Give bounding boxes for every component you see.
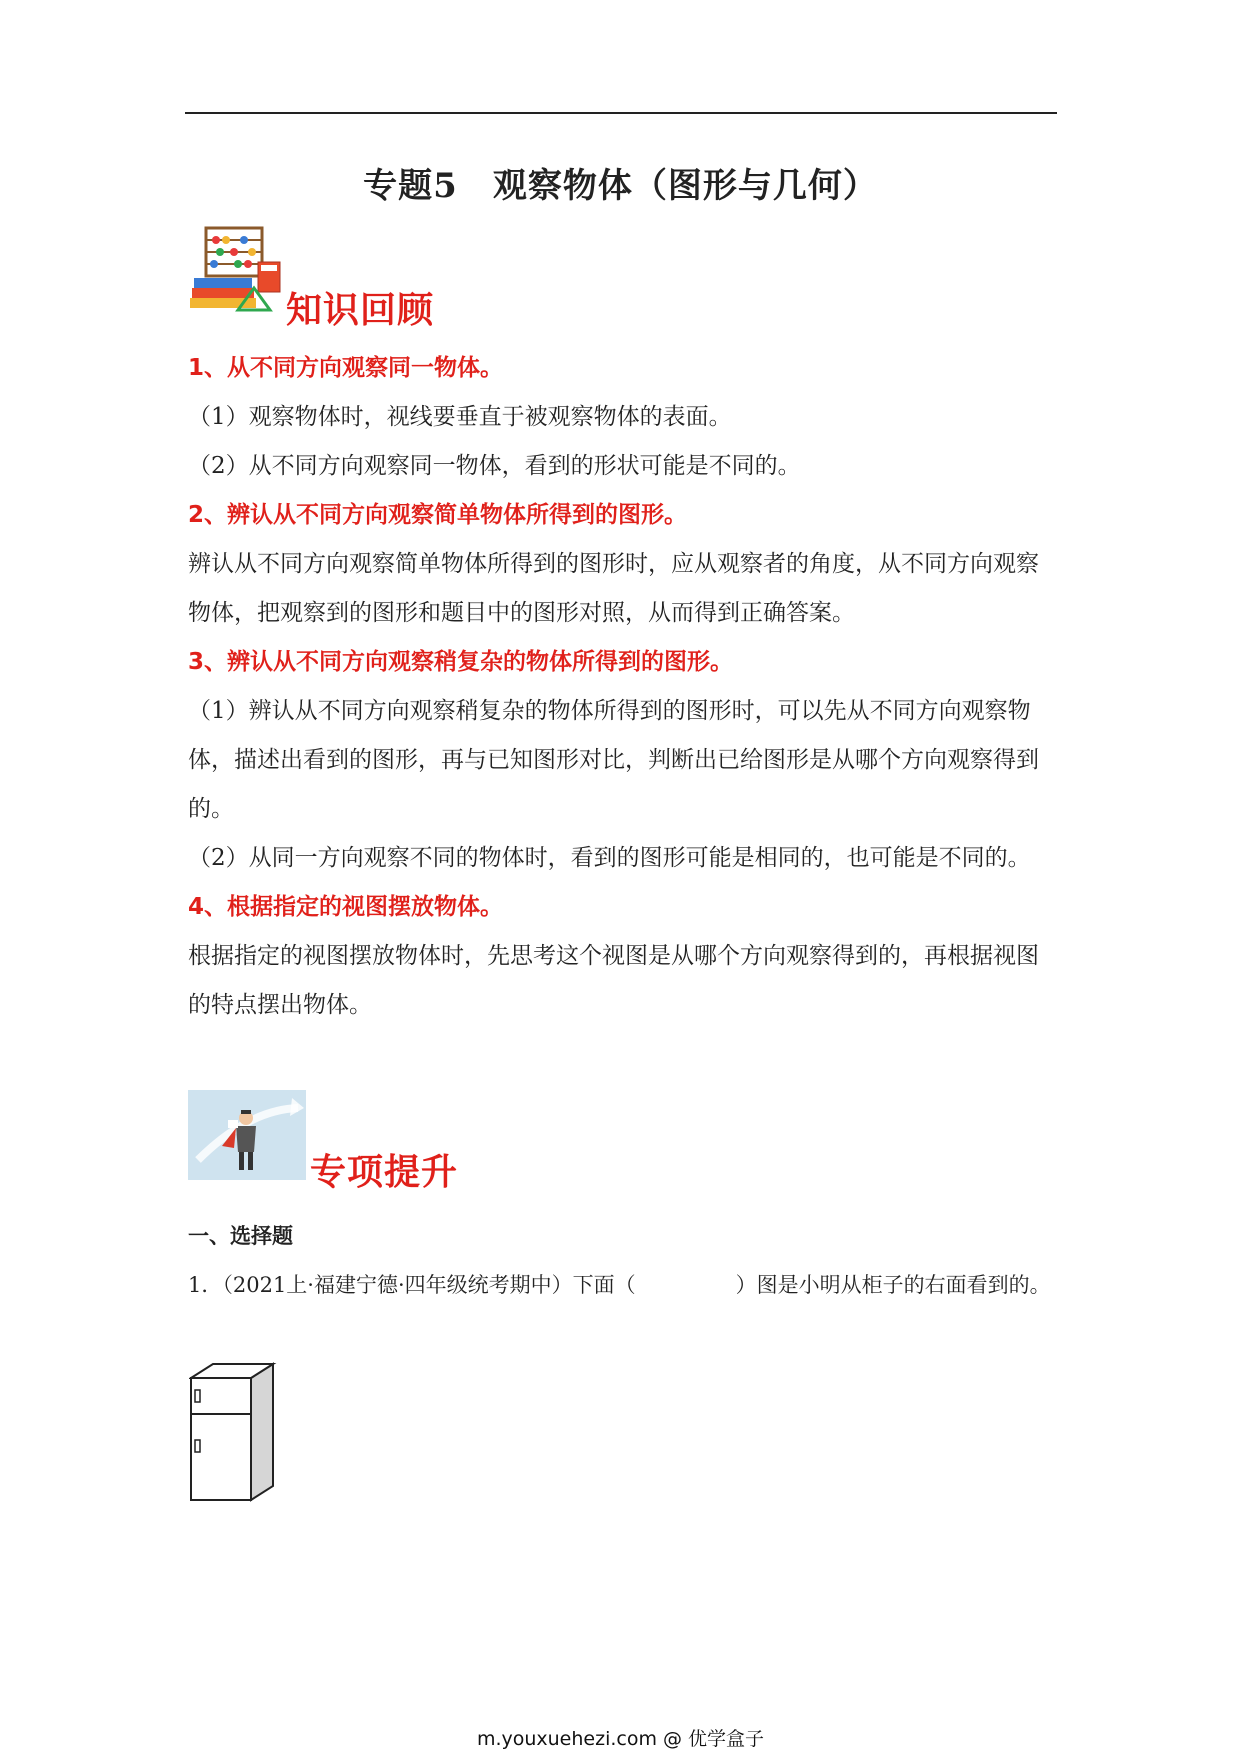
- section-header-practice: [188, 1090, 588, 1200]
- review-heading-1: 1、从不同方向观察同一物体。: [188, 355, 504, 381]
- review-heading-3: 3、辨认从不同方向观察稍复杂的物体所得到的图形。: [188, 649, 734, 675]
- top-rule: [185, 112, 1057, 114]
- review-para-1-2: （2）从不同方向观察同一物体，看到的形状可能是不同的。: [188, 453, 801, 479]
- question-1-suffix: ）图是小明从柜子的右面看到的。: [735, 1273, 1051, 1297]
- review-para-4-1: 根据指定的视图摆放物体时，先思考这个视图是从哪个方向观察得到的，再根据视图的特点摆出物体。: [188, 943, 1039, 1018]
- section-header-review: [188, 222, 588, 332]
- superhero-arrow-icon: [188, 1090, 306, 1180]
- review-content: [188, 344, 1058, 1030]
- review-para-3-1: （1）辨认从不同方向观察稍复杂的物体所得到的图形时，可以先从不同方向观察物体，描述出看到的图形，再与已知图形对比，判断出已给图形是从哪个方向观察得到的。: [188, 698, 1039, 822]
- practice-content: [188, 1212, 1058, 1310]
- review-heading-2: 2、辨认从不同方向观察简单物体所得到的图形。: [188, 502, 688, 528]
- review-para-2-1: 辨认从不同方向观察简单物体所得到的图形时，应从观察者的角度，从不同方向观察物体，把观察到的图形和题目中的图形对照，从而得到正确答案。: [188, 551, 1039, 626]
- question-1-prefix: 1．（2021上·福建宁德·四年级统考期中）下面（: [188, 1273, 636, 1297]
- cabinet-icon: [189, 1360, 279, 1510]
- page-title: 专题5 观察物体（图形与几何）: [363, 166, 878, 206]
- section-label-review: 知识回顾: [286, 289, 435, 331]
- review-para-3-2: （2）从同一方向观察不同的物体时，看到的图形可能是相同的，也可能是不同的。: [188, 845, 1031, 871]
- footer-watermark: m.youxuehezi.com @ 优学盒子: [476, 1728, 765, 1750]
- part-label-choice: 一、选择题: [188, 1224, 293, 1248]
- abacus-books-icon: [188, 222, 284, 314]
- section-label-practice: 专项提升: [310, 1151, 459, 1193]
- review-heading-4: 4、根据指定的视图摆放物体。: [188, 894, 504, 920]
- review-para-1-1: （1）观察物体时，视线要垂直于被观察物体的表面。: [188, 404, 732, 430]
- question-1: [188, 1261, 1058, 1310]
